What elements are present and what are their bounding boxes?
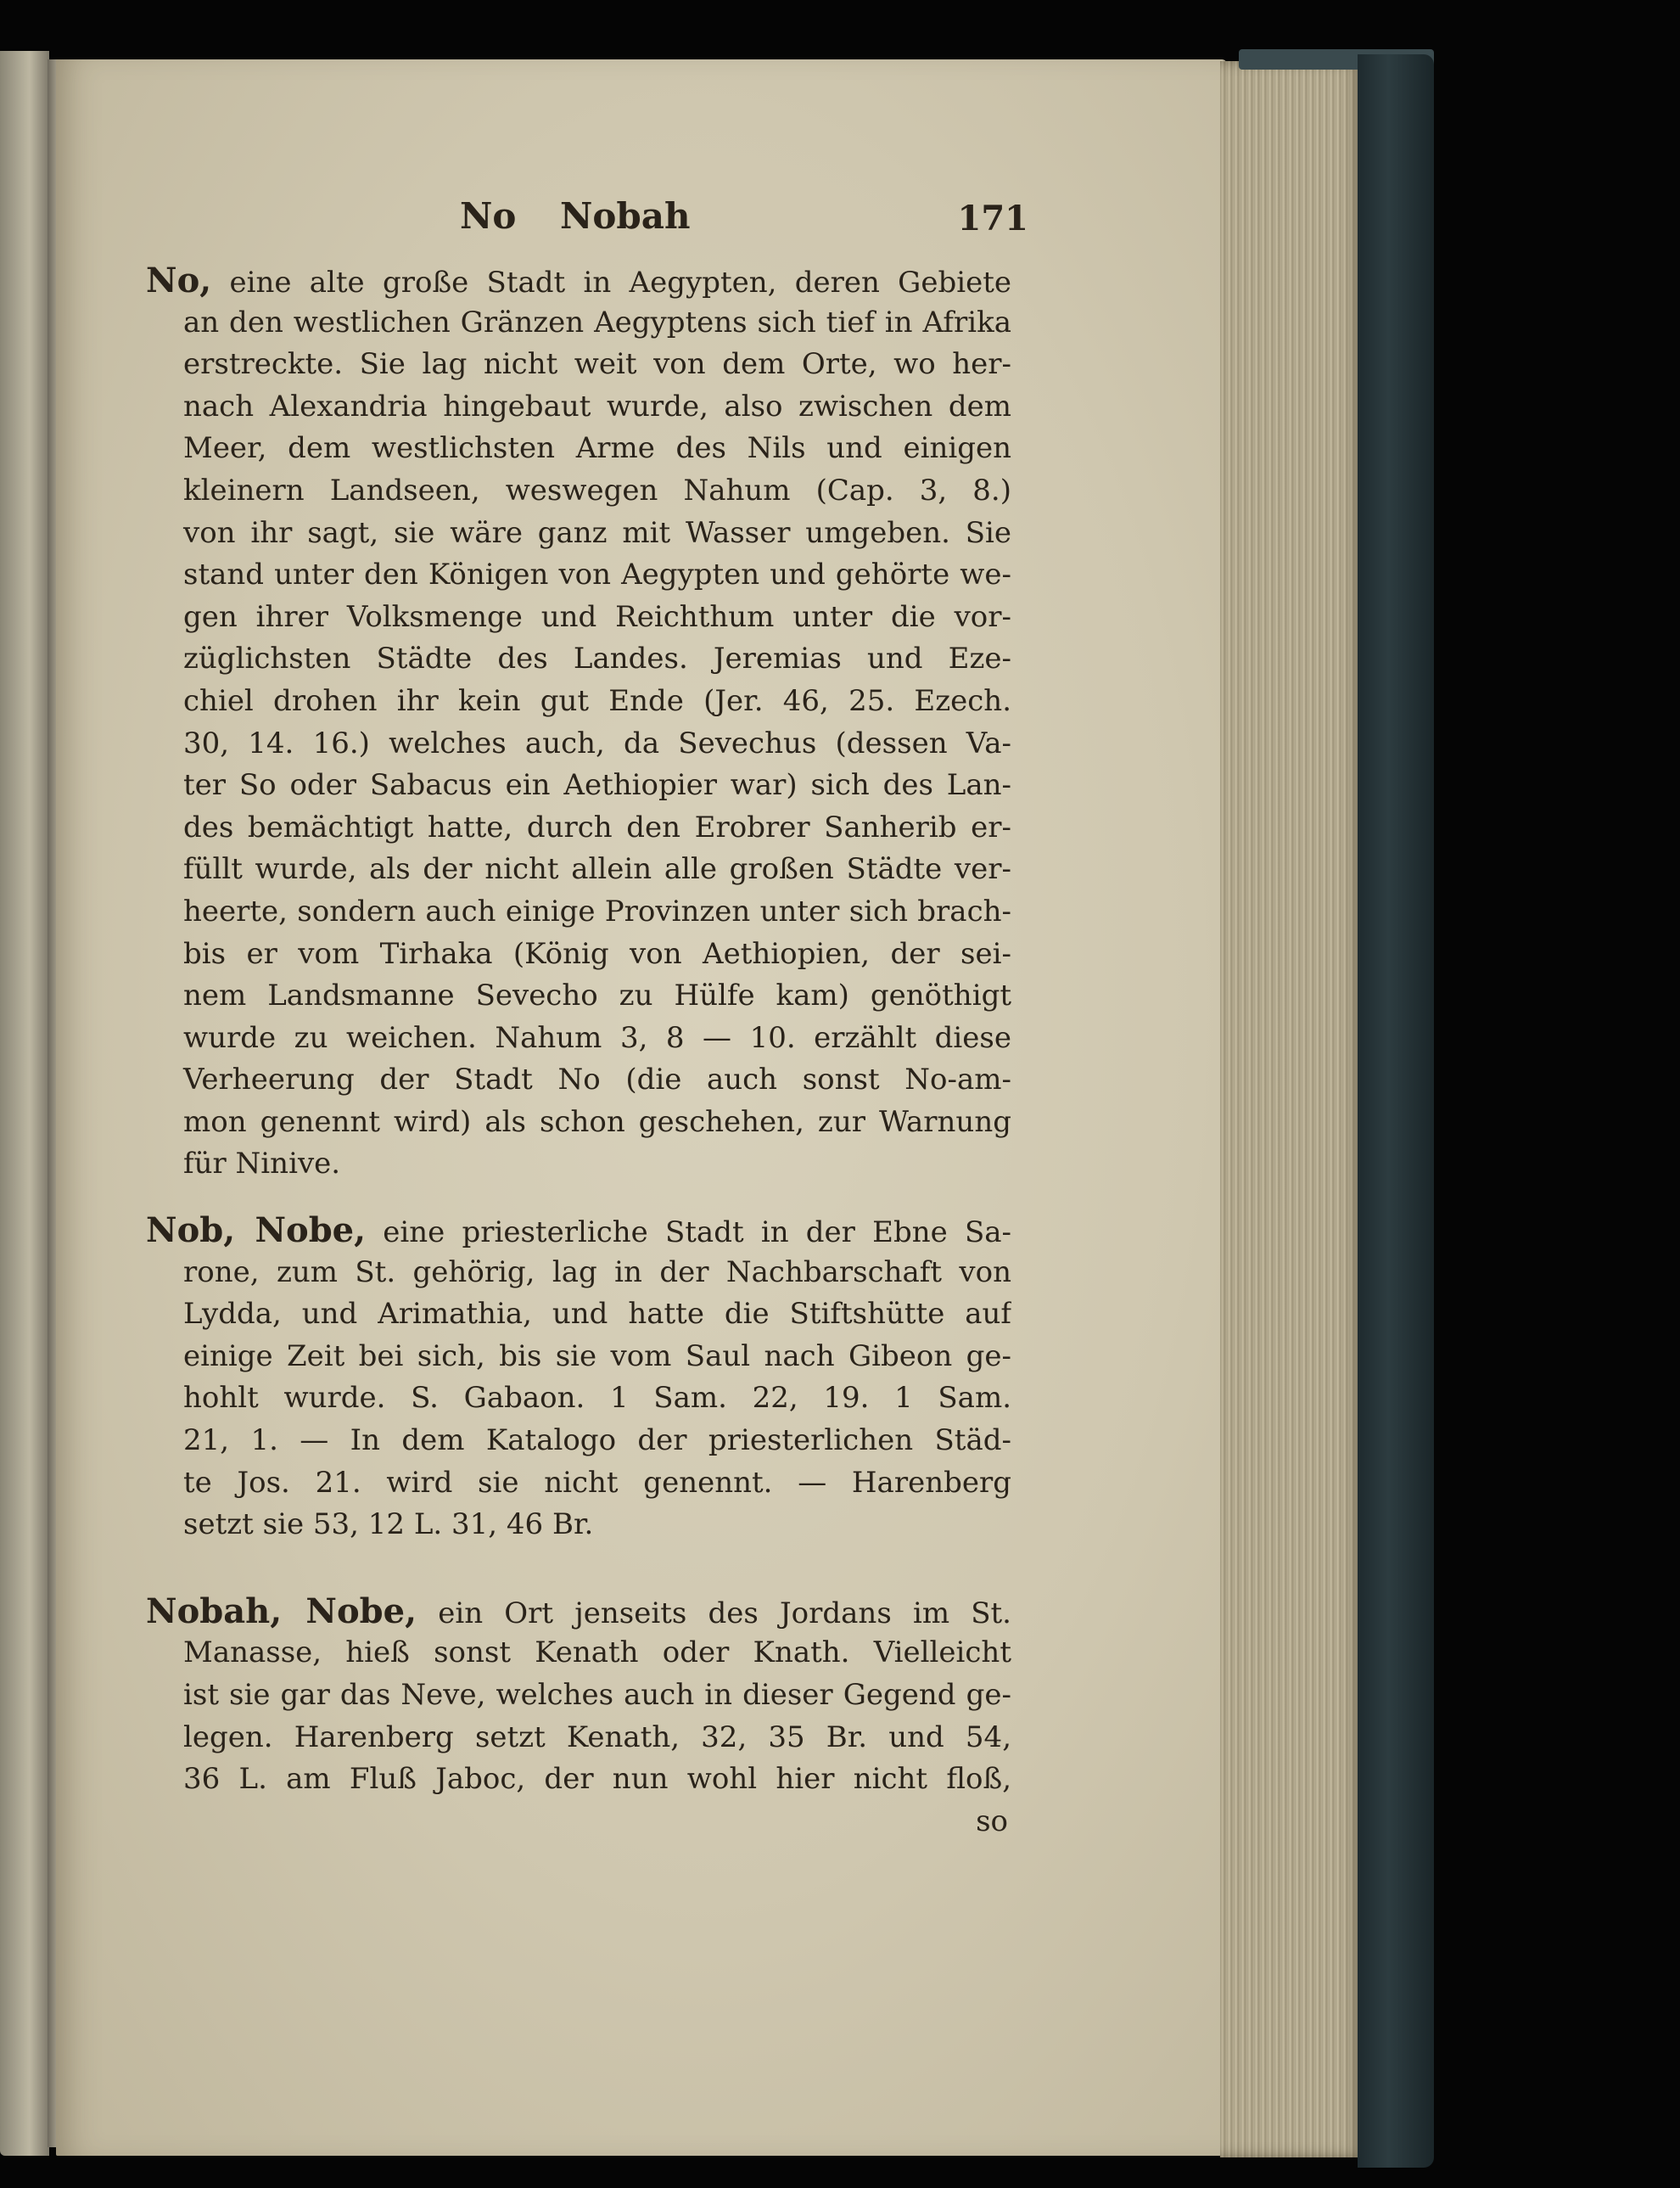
entry-line: einige Zeit bei sich, bis sie vom Saul nach Gibeon ge-	[183, 1338, 1011, 1373]
entry-line: erstreckte. Sie lag nicht weit von dem Orte, wo her-	[183, 347, 1011, 382]
entry-line: an den westlichen Gränzen Aegyptens sich tief in Afrika	[183, 305, 1011, 339]
entry-line: 36 L. am Fluß Jaboc, der nun wohl hier nicht floß,	[183, 1762, 1011, 1797]
entry-line: kleinern Landseen, weswegen Nahum (Cap. 3, 8.)	[183, 473, 1011, 508]
entry-line: Meer, dem westlichsten Arme des Nils und einigen	[183, 431, 1011, 466]
entry-line: Lydda, und Arimathia, und hatte die Stiftshütte auf	[183, 1297, 1011, 1332]
entry-line: 30, 14. 16.) welches auch, da Sevechus (dessen Va-	[183, 726, 1011, 760]
entry-line: hohlt wurde. S. Gabaon. 1 Sam. 22, 19. 1 Sam.	[183, 1381, 1011, 1416]
entry-line: legen. Harenberg setzt Kenath, 32, 35 Br. und 54,	[183, 1720, 1011, 1754]
page-block-edge	[1220, 61, 1364, 2157]
catchword: so	[976, 1804, 1008, 1838]
entry-line: eine alte große Stadt in Aegypten, deren Gebiete	[229, 266, 1011, 300]
headword: No,	[146, 261, 212, 300]
entry-line: bis er vom Tirhaka (König von Aethiopien, der sei-	[183, 936, 1011, 971]
entry-line: ein Ort jenseits des Jordans im St.	[438, 1596, 1011, 1630]
entry-line: 21, 1. — In dem Katalogo der priesterlichen Städ-	[183, 1423, 1011, 1458]
entry-line: setzt sie 53, 12 L. 31, 46 Br.	[183, 1507, 594, 1542]
entry-nobah	[146, 1591, 1011, 1801]
entry-nob	[146, 1209, 1011, 1546]
running-header	[146, 195, 1028, 260]
book-cover	[1358, 54, 1434, 2168]
page-text	[146, 195, 1028, 1843]
entry-line: ist sie gar das Neve, welches auch in dieser Gegend ge-	[183, 1678, 1011, 1712]
entry-line: wurde zu weichen. Nahum 3, 8 — 10. erzählt diese	[183, 1020, 1011, 1055]
entry-line: von ihr sagt, sie wäre ganz mit Wasser umgeben. Sie	[183, 515, 1011, 550]
entry-line: für Ninive.	[183, 1147, 341, 1181]
entry-line: chiel drohen ihr kein gut Ende (Jer. 46, 25. Ezech.	[183, 683, 1011, 718]
headword: Nob, Nobe,	[146, 1210, 367, 1251]
entry-line: Verheerung der Stadt No (die auch sonst No-am-	[183, 1063, 1011, 1097]
entry-line: mon genennt wird) als schon geschehen, zur Warnung	[183, 1104, 1011, 1139]
entry-line: eine priesterliche Stadt in der Ebne Sa-	[383, 1215, 1011, 1250]
entry-line: ter So oder Sabacus ein Aethiopier war) sich des Lan-	[183, 768, 1011, 803]
previous-page-edge	[0, 51, 49, 2156]
entry-no	[146, 260, 1011, 1186]
entry-line: stand unter den Königen von Aegypten und gehörte we-	[183, 558, 1011, 592]
entry-line: heerte, sondern auch einige Provinzen unter sich brach-	[183, 894, 1011, 928]
entry-line: nach Alexandria hingebaut wurde, also zwischen dem	[183, 389, 1011, 424]
entry-line: nem Landsmanne Sevecho zu Hülfe kam) genöthigt	[183, 979, 1011, 1013]
entry-line: des bemächtigt hatte, durch den Erobrer Sanherib er-	[183, 810, 1011, 844]
entry-line: Manasse, hieß sonst Kenath oder Knath. Vielleicht	[183, 1635, 1011, 1670]
running-head-right: Nobah	[560, 195, 691, 237]
entry-line: füllt wurde, als der nicht allein alle großen Städte ver-	[183, 852, 1011, 887]
entry-line: züglichsten Städte des Landes. Jeremias und Eze-	[183, 642, 1011, 676]
entry-line: gen ihrer Volksmenge und Reichthum unter die vor-	[183, 599, 1011, 634]
running-head-left: No	[460, 195, 517, 237]
entry-line: rone, zum St. gehörig, lag in der Nachbarschaft von	[183, 1254, 1011, 1289]
page-number: 171	[957, 199, 1028, 238]
headword: Nobah, Nobe,	[146, 1591, 417, 1631]
entry-line: te Jos. 21. wird sie nicht genennt. — Harenberg	[183, 1465, 1011, 1500]
